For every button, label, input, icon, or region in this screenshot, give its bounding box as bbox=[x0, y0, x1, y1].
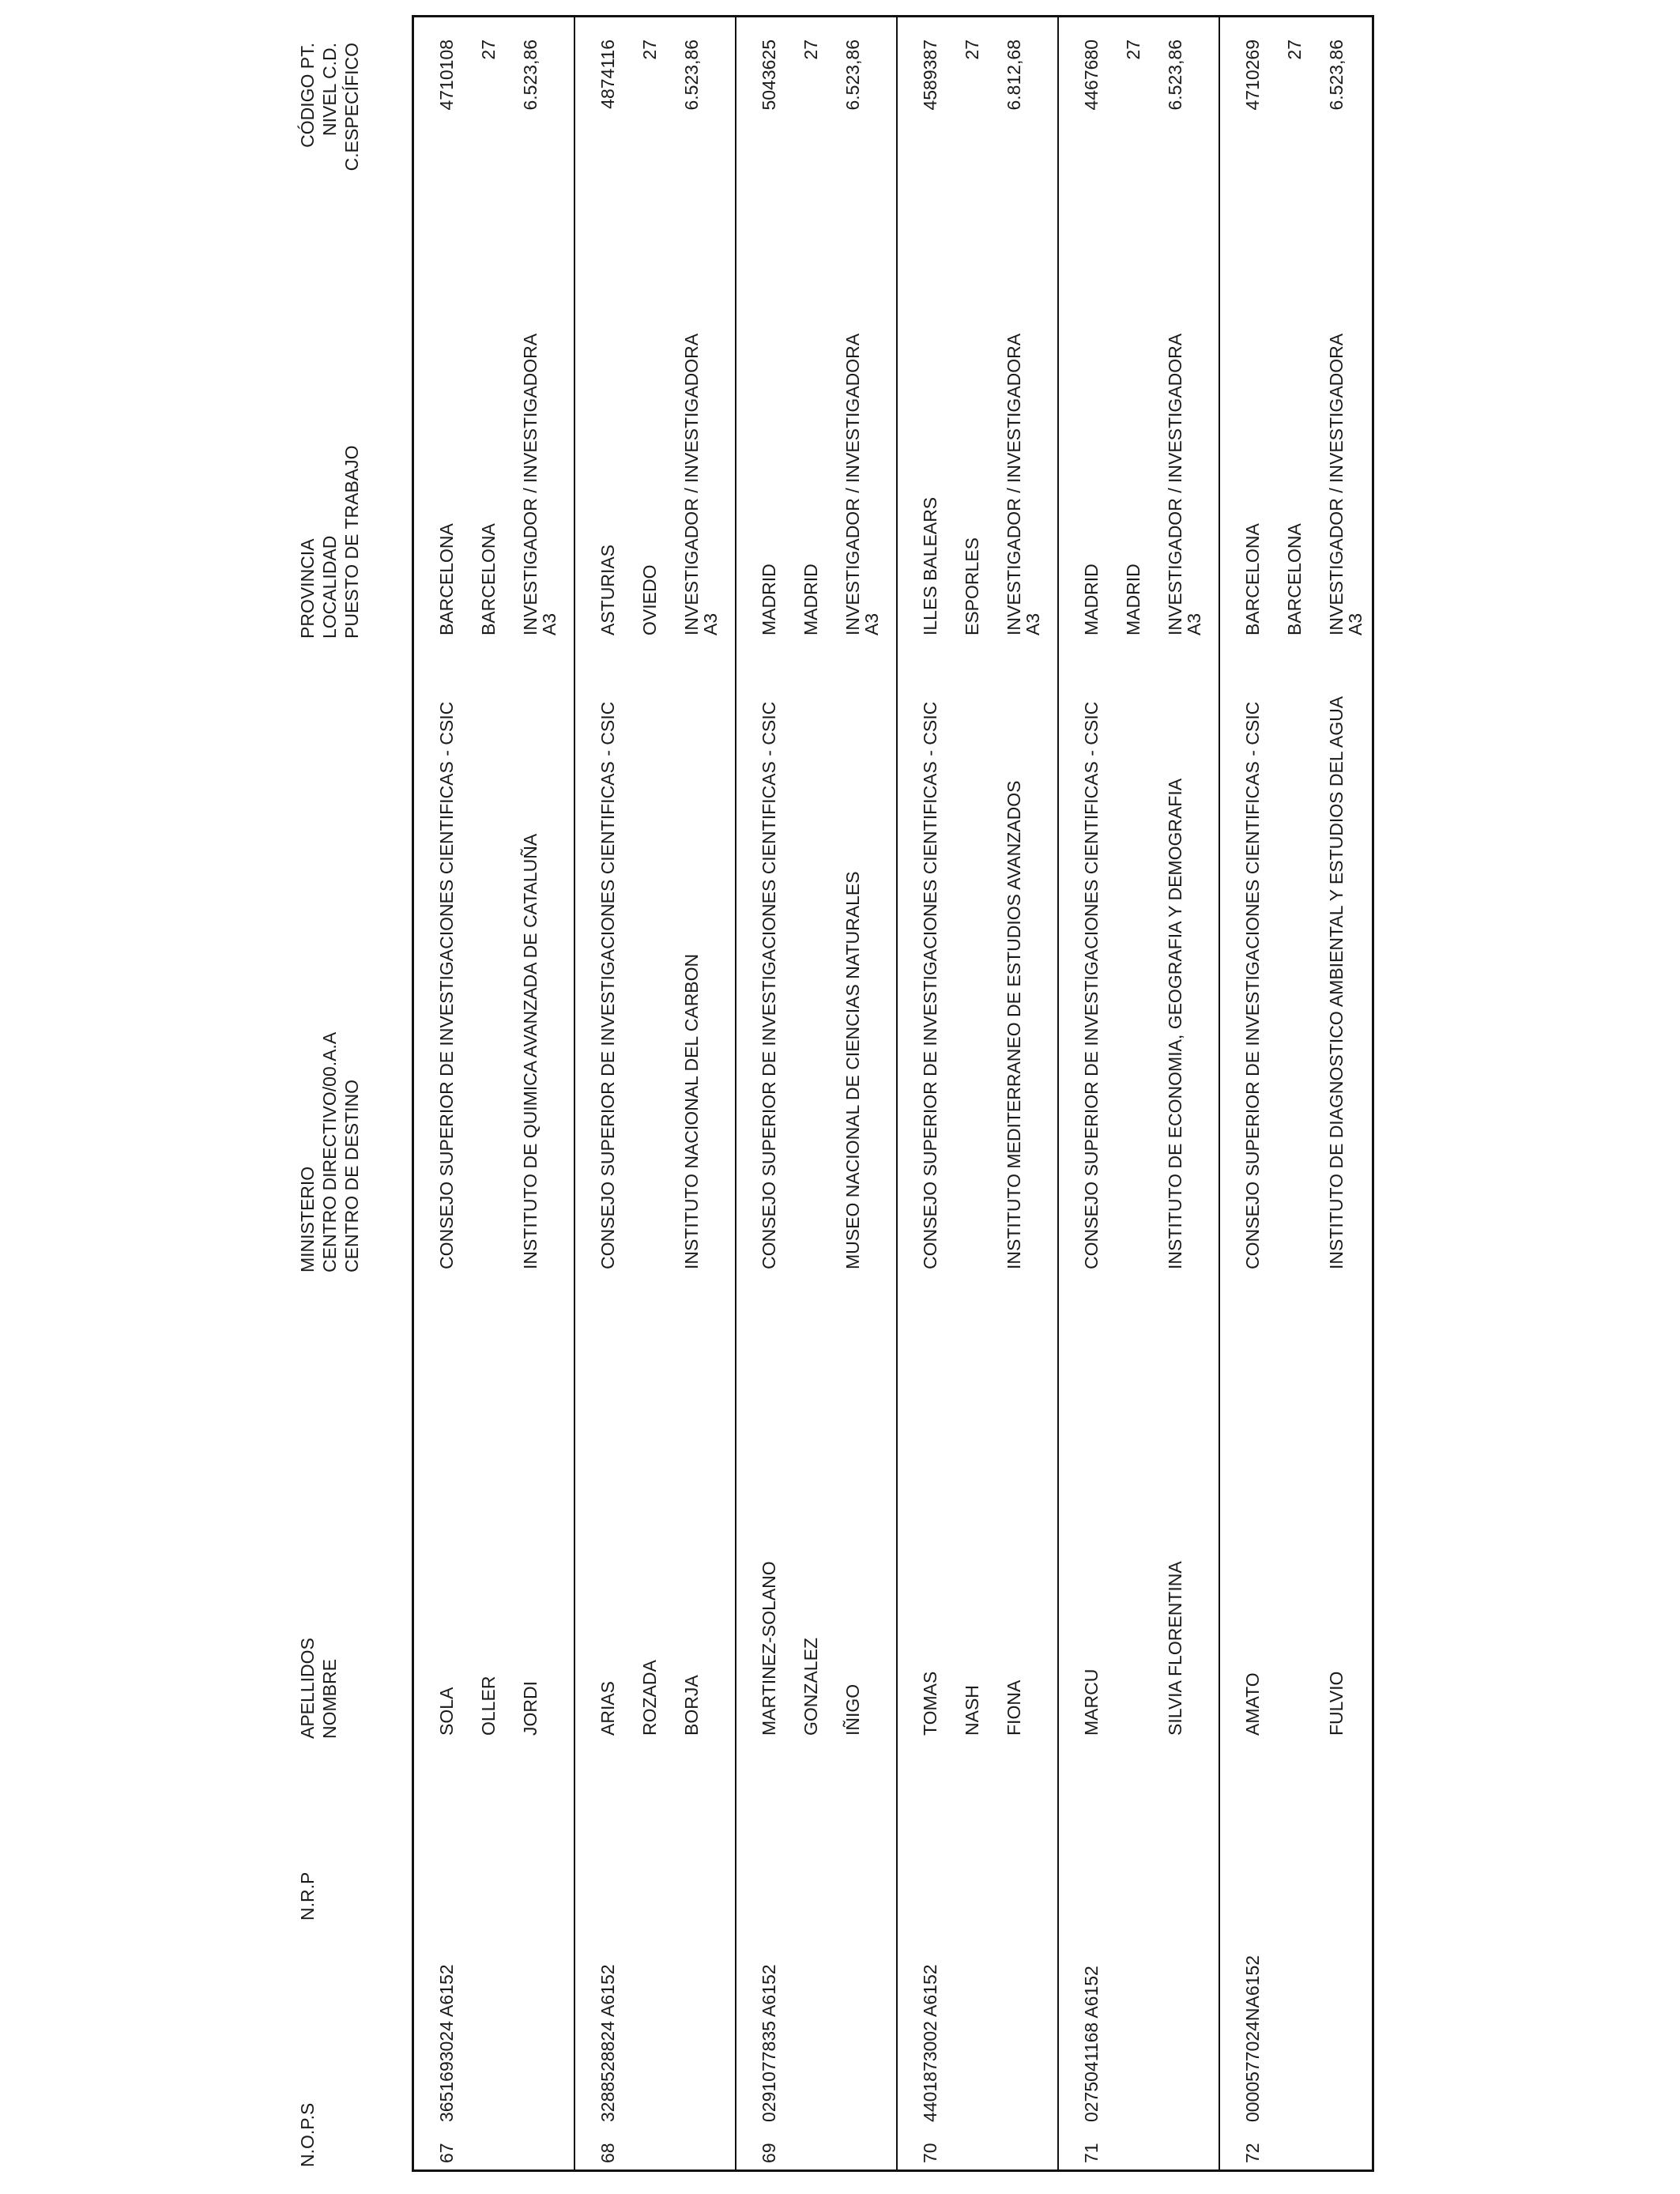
nivel-cell: 27 bbox=[800, 40, 821, 60]
nops-cell: 70 bbox=[920, 2143, 940, 2163]
apellido2-cell: NASH bbox=[962, 1685, 982, 1736]
nops-cell: 67 bbox=[436, 2143, 457, 2163]
puesto-cell: INVESTIGADOR / INVESTIGADORA bbox=[1004, 333, 1024, 635]
row-separator bbox=[1057, 17, 1059, 2169]
nops-cell: 69 bbox=[759, 2143, 779, 2163]
nrp-cell: 0000577024NA6152 bbox=[1242, 1955, 1263, 2122]
centro-destino-cell: INSTITUTO NACIONAL DEL CARBON bbox=[681, 953, 702, 1269]
apellido2-cell: ROZADA bbox=[639, 1660, 660, 1736]
apellido1-cell: MARCU bbox=[1081, 1668, 1102, 1736]
codigo-cell: 4710269 bbox=[1242, 40, 1263, 111]
especifico-cell: 6.523,86 bbox=[681, 40, 702, 111]
centro-destino-cell: INSTITUTO MEDITERRANEO DE ESTUDIOS AVANZADOS bbox=[1004, 780, 1024, 1269]
codigo-cell: 4589387 bbox=[920, 40, 940, 111]
especifico-cell: 6.523,86 bbox=[842, 40, 863, 111]
localidad-cell: MADRID bbox=[800, 564, 821, 635]
puesto-cell: INVESTIGADOR / INVESTIGADORA bbox=[1165, 333, 1185, 635]
nrp-cell: 3651693024 A6152 bbox=[436, 1964, 457, 2122]
nrp-cell: 4401873002 A6152 bbox=[920, 1964, 940, 2122]
ministerio-cell: CONSEJO SUPERIOR DE INVESTIGACIONES CIENTIFICAS - CSIC bbox=[436, 701, 457, 1269]
puesto-cell: INVESTIGADOR / INVESTIGADORA bbox=[1326, 333, 1347, 635]
nombre-cell: SILVIA FLORENTINA bbox=[1165, 1561, 1185, 1736]
nrp-cell: 3288528824 A6152 bbox=[597, 1964, 618, 2122]
codigo-cell: 4710108 bbox=[436, 40, 457, 111]
puesto-cell: INVESTIGADOR / INVESTIGADORA bbox=[842, 333, 863, 635]
puesto-grupo-cell: A3 bbox=[1023, 613, 1043, 635]
nops-cell: 71 bbox=[1081, 2143, 1102, 2163]
localidad-cell: OVIEDO bbox=[639, 564, 660, 635]
puesto-cell: INVESTIGADOR / INVESTIGADORA bbox=[681, 333, 702, 635]
centro-destino-cell: INSTITUTO DE QUIMICA AVANZADA DE CATALUÑA bbox=[520, 833, 541, 1269]
nops-cell: 72 bbox=[1242, 2143, 1263, 2163]
localidad-cell: BARCELONA bbox=[1284, 523, 1305, 635]
nombre-cell: FIONA bbox=[1004, 1679, 1024, 1736]
codigo-cell: 4467680 bbox=[1081, 40, 1102, 111]
header-codigo-nivel-especifico: CÓDIGO PT. NIVEL C.D. C.ESPECÍFICO bbox=[297, 43, 362, 172]
records-table bbox=[412, 15, 1374, 2172]
nivel-cell: 27 bbox=[1123, 40, 1143, 60]
ministerio-cell: CONSEJO SUPERIOR DE INVESTIGACIONES CIENTIFICAS - CSIC bbox=[1081, 701, 1102, 1269]
ministerio-cell: CONSEJO SUPERIOR DE INVESTIGACIONES CIENTIFICAS - CSIC bbox=[920, 701, 940, 1269]
puesto-grupo-cell: A3 bbox=[1184, 613, 1204, 635]
nombre-cell: FULVIO bbox=[1326, 1671, 1347, 1736]
especifico-cell: 6.523,86 bbox=[1165, 40, 1185, 111]
row-separator bbox=[735, 17, 736, 2169]
localidad-cell: ESPORLES bbox=[962, 537, 982, 635]
apellido1-cell: AMATO bbox=[1242, 1672, 1263, 1736]
provincia-cell: MADRID bbox=[1081, 564, 1102, 635]
localidad-cell: BARCELONA bbox=[478, 523, 499, 635]
apellido1-cell: MARTINEZ-SOLANO bbox=[759, 1561, 779, 1736]
ministerio-cell: CONSEJO SUPERIOR DE INVESTIGACIONES CIENTIFICAS - CSIC bbox=[1242, 701, 1263, 1269]
nrp-cell: 0275041168 A6152 bbox=[1081, 1966, 1102, 2122]
especifico-cell: 6.812,68 bbox=[1004, 40, 1024, 111]
puesto-grupo-cell: A3 bbox=[539, 613, 559, 635]
apellido1-cell: TOMAS bbox=[920, 1671, 940, 1736]
apellido2-cell: GONZALEZ bbox=[800, 1638, 821, 1736]
nivel-cell: 27 bbox=[1284, 40, 1305, 60]
provincia-cell: BARCELONA bbox=[436, 523, 457, 635]
nombre-cell: IÑIGO bbox=[842, 1683, 863, 1736]
apellido1-cell: ARIAS bbox=[597, 1680, 618, 1736]
nrp-cell: 0291077835 A6152 bbox=[759, 1964, 779, 2122]
header-nrp: N.R.P bbox=[297, 1872, 318, 1921]
apellido1-cell: SOLA bbox=[436, 1687, 457, 1736]
localidad-cell: MADRID bbox=[1123, 564, 1143, 635]
header-nops: N.O.P.S bbox=[297, 2102, 318, 2167]
nivel-cell: 27 bbox=[639, 40, 660, 60]
ministerio-cell: CONSEJO SUPERIOR DE INVESTIGACIONES CIENTIFICAS - CSIC bbox=[597, 701, 618, 1269]
provincia-cell: BARCELONA bbox=[1242, 523, 1263, 635]
ministerio-cell: CONSEJO SUPERIOR DE INVESTIGACIONES CIENTIFICAS - CSIC bbox=[759, 701, 779, 1269]
nivel-cell: 27 bbox=[962, 40, 982, 60]
puesto-cell: INVESTIGADOR / INVESTIGADORA bbox=[520, 333, 541, 635]
codigo-cell: 4874116 bbox=[597, 40, 618, 109]
centro-destino-cell: INSTITUTO DE DIAGNOSTICO AMBIENTAL Y ESTUDIOS DEL AGUA bbox=[1326, 696, 1347, 1269]
especifico-cell: 6.523,86 bbox=[1326, 40, 1347, 111]
nivel-cell: 27 bbox=[478, 40, 499, 60]
header-provincia-puesto: PROVINCIA LOCALIDAD PUESTO DE TRABAJO bbox=[297, 445, 362, 639]
header-apellidos-nombre: APELLIDOS NOMBRE bbox=[297, 1638, 340, 1739]
header-ministerio-centro: MINISTERIO CENTRO DIRECTIVO/00.A.A CENTRO DE DESTINO bbox=[297, 1031, 362, 1272]
provincia-cell: ASTURIAS bbox=[597, 544, 618, 635]
especifico-cell: 6.523,86 bbox=[520, 40, 541, 111]
nombre-cell: BORJA bbox=[681, 1675, 702, 1736]
puesto-grupo-cell: A3 bbox=[861, 613, 882, 635]
row-separator bbox=[896, 17, 898, 2169]
nombre-cell: JORDI bbox=[520, 1681, 541, 1736]
row-separator bbox=[574, 17, 575, 2169]
codigo-cell: 5043625 bbox=[759, 40, 779, 111]
apellido2-cell: OLLER bbox=[478, 1676, 499, 1736]
provincia-cell: MADRID bbox=[759, 564, 779, 635]
provincia-cell: ILLES BALEARS bbox=[920, 496, 940, 635]
row-separator bbox=[1219, 17, 1220, 2169]
centro-destino-cell: MUSEO NACIONAL DE CIENCIAS NATURALES bbox=[842, 871, 863, 1269]
puesto-grupo-cell: A3 bbox=[700, 613, 721, 635]
puesto-grupo-cell: A3 bbox=[1345, 613, 1365, 635]
centro-destino-cell: INSTITUTO DE ECONOMIA, GEOGRAFIA Y DEMOGRAFIA bbox=[1165, 778, 1185, 1269]
nops-cell: 68 bbox=[597, 2143, 618, 2163]
